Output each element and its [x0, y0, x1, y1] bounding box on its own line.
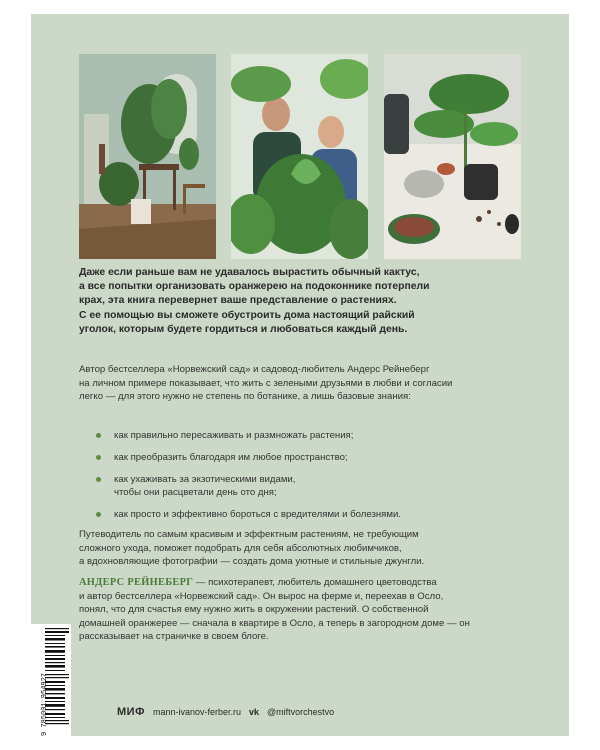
author-line [79, 576, 524, 590]
bullet-icon [96, 477, 101, 482]
intro-line: Автор бестселлера «Норвежский сад» и садовод-любитель Андерс Рейнеберг [79, 364, 430, 375]
intro-paragraph [79, 363, 524, 404]
book-back-cover [31, 14, 569, 736]
guide-line: Путеводитель по самым красивым и эффектным растениям, не требующим [79, 529, 419, 540]
list-item [96, 473, 516, 499]
bullet-icon [96, 455, 101, 460]
intro-line: легко — для этого нужно не степень по ботанике, а лишь базовые знания: [79, 391, 411, 403]
two-men-with-plants-photo [231, 54, 368, 259]
list-item-text: как ухаживать за экзотическими видами, [114, 474, 296, 485]
isbn-digits: 9 785001 954927 [41, 672, 49, 736]
lead-line: а все попытки организовать оранжерею на подоконнике потерпели [79, 281, 430, 293]
list-item-text: как просто и эффективно бороться с вредителями и болезнями. [114, 509, 401, 520]
list-item [96, 451, 516, 464]
vk-icon: vk [249, 707, 260, 717]
lead-line: Даже если раньше вам не удавалось вырастить обычный кактус, [79, 267, 420, 278]
author-name: АНДЕРС РЕЙНЕБЕРГ [79, 577, 194, 588]
bullet-icon [96, 512, 101, 517]
guide-line: сложного ухода, поможет подобрать для себя абсолютных любимчиков, [79, 542, 402, 554]
repotting-plant-photo [384, 54, 521, 259]
publisher-footer [117, 704, 334, 720]
website-link[interactable]: mann-ivanov-ferber.ru [152, 707, 242, 717]
lead-line: крах, эта книга перевернет ваше представление о растениях. [79, 295, 397, 307]
bullet-icon [96, 433, 101, 438]
isbn-barcode [31, 624, 71, 736]
list-item-text: как правильно пересаживать и размножать растения; [114, 430, 354, 441]
intro-line: на личном примере показывает, что жить с зелеными друзьями в любви и согласии [79, 377, 453, 389]
social-handle[interactable]: @miftvorchestvo [267, 707, 335, 717]
guide-paragraph [79, 528, 524, 569]
list-item [96, 429, 516, 442]
publisher-logo: МИФ [117, 706, 145, 718]
author-line: домашней оранжерее — сначала в квартире в Осло, а теперь в загородном доме — он [79, 617, 470, 629]
author-line: рассказывает на страничке в своем блоге. [79, 631, 269, 643]
author-line: понял, что для счастья ему нужно жить в окружении растений. О собственной [79, 604, 429, 616]
lead-paragraph [79, 266, 519, 337]
author-bio [79, 576, 524, 644]
interior-with-plants-photo [79, 54, 216, 259]
lead-line: С ее помощью вы сможете обустроить дома настоящий райский [79, 309, 415, 321]
author-line-rest: — психотерапевт, любитель домашнего цветоводства [193, 577, 437, 588]
bullet-list [96, 429, 516, 530]
list-item-text: чтобы они расцветали день ото дня; [114, 487, 277, 498]
lead-line: уголок, которым будете гордиться и любоваться каждый день. [79, 323, 408, 335]
list-item [96, 508, 516, 521]
author-line: и автор бестселлера «Норвежский сад». Он вырос на ферме и, переехав в Осло, [79, 590, 444, 602]
list-item-text: как преобразить благодаря им любое пространство; [114, 452, 348, 463]
guide-line: а вдохновляющие фотографии — создать дома уютные и стильные джунгли. [79, 556, 425, 568]
